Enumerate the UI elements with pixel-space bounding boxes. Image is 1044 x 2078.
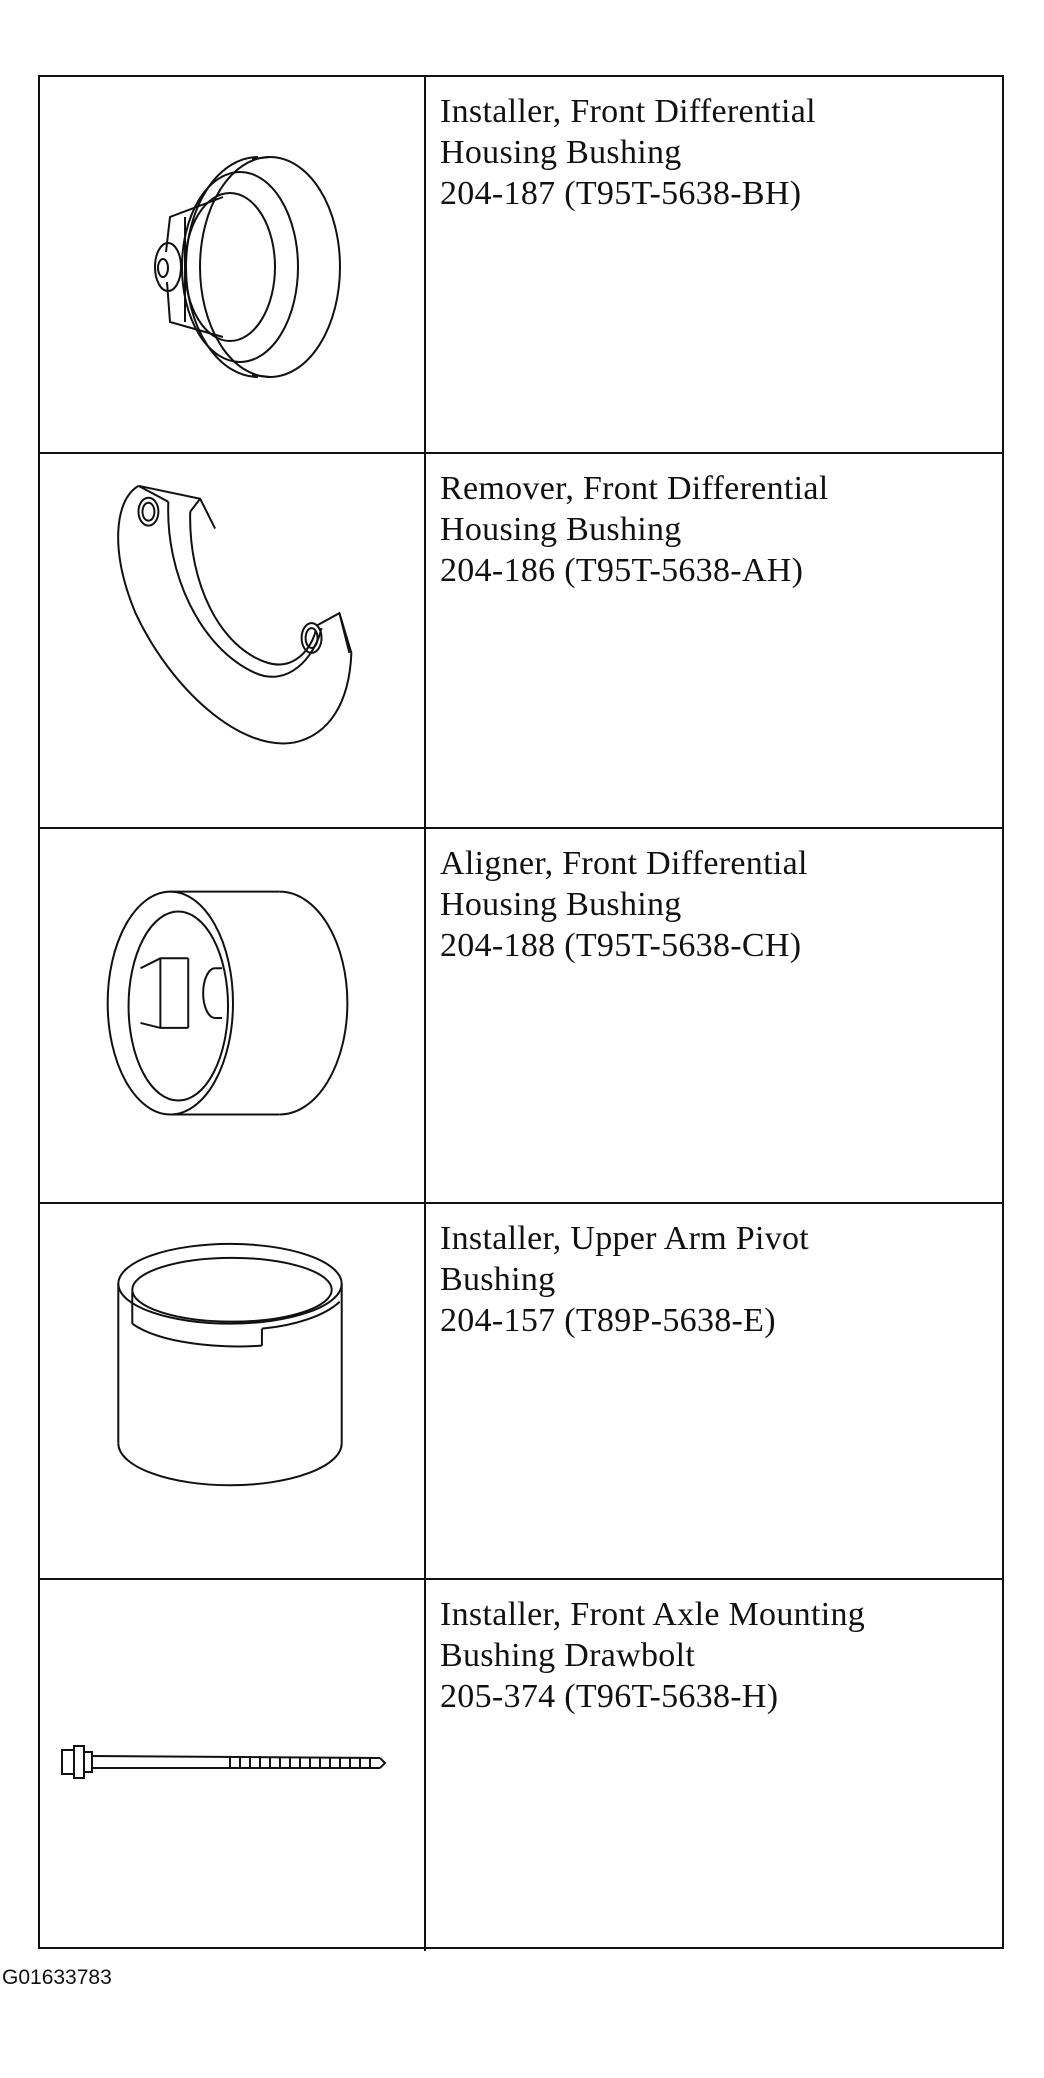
tool-illustration-cell xyxy=(40,1580,426,1951)
tool-name-line: Aligner, Front Differential xyxy=(440,845,808,882)
tool-name-line: Housing Bushing xyxy=(440,511,682,548)
front-differential-housing-bushing-remover-icon xyxy=(40,454,424,827)
tool-description xyxy=(440,1594,982,1717)
figure-id: G01633783 xyxy=(2,1966,112,1989)
special-tools-table xyxy=(38,75,1004,1949)
tool-illustration-cell xyxy=(40,1204,426,1578)
front-differential-housing-bushing-aligner-icon xyxy=(40,829,424,1202)
tool-part-number: 204-157 (T89P-5638-E) xyxy=(440,1302,776,1339)
tool-description xyxy=(440,91,982,214)
front-axle-mounting-bushing-drawbolt-icon xyxy=(40,1580,424,1951)
tool-name-line: Installer, Upper Arm Pivot xyxy=(440,1220,810,1257)
tool-part-number: 204-188 (T95T-5638-CH) xyxy=(440,927,802,964)
tool-name-line: Bushing Drawbolt xyxy=(440,1637,696,1674)
tool-part-number: 204-186 (T95T-5638-AH) xyxy=(440,552,804,589)
front-differential-housing-bushing-installer-icon xyxy=(40,77,424,452)
tool-name-line: Housing Bushing xyxy=(440,134,682,171)
tool-name-line: Housing Bushing xyxy=(440,886,682,923)
tool-illustration-cell xyxy=(40,77,426,452)
tool-name-line: Installer, Front Axle Mounting xyxy=(440,1596,866,1633)
tool-row xyxy=(40,1580,1002,1951)
tool-row xyxy=(40,1204,1002,1580)
tool-name-line: Installer, Front Differential xyxy=(440,93,816,130)
tool-part-number: 205-374 (T96T-5638-H) xyxy=(440,1678,779,1715)
tool-name-line: Remover, Front Differential xyxy=(440,470,829,507)
tool-row xyxy=(40,454,1002,829)
tool-illustration-cell xyxy=(40,829,426,1202)
tool-description xyxy=(440,843,982,966)
tool-part-number: 204-187 (T95T-5638-BH) xyxy=(440,175,802,212)
tool-description xyxy=(440,468,982,591)
tool-description xyxy=(440,1218,982,1341)
upper-arm-pivot-bushing-installer-icon xyxy=(40,1204,424,1578)
tool-row xyxy=(40,77,1002,454)
tool-name-line: Bushing xyxy=(440,1261,556,1298)
tool-illustration-cell xyxy=(40,454,426,827)
tool-row xyxy=(40,829,1002,1204)
